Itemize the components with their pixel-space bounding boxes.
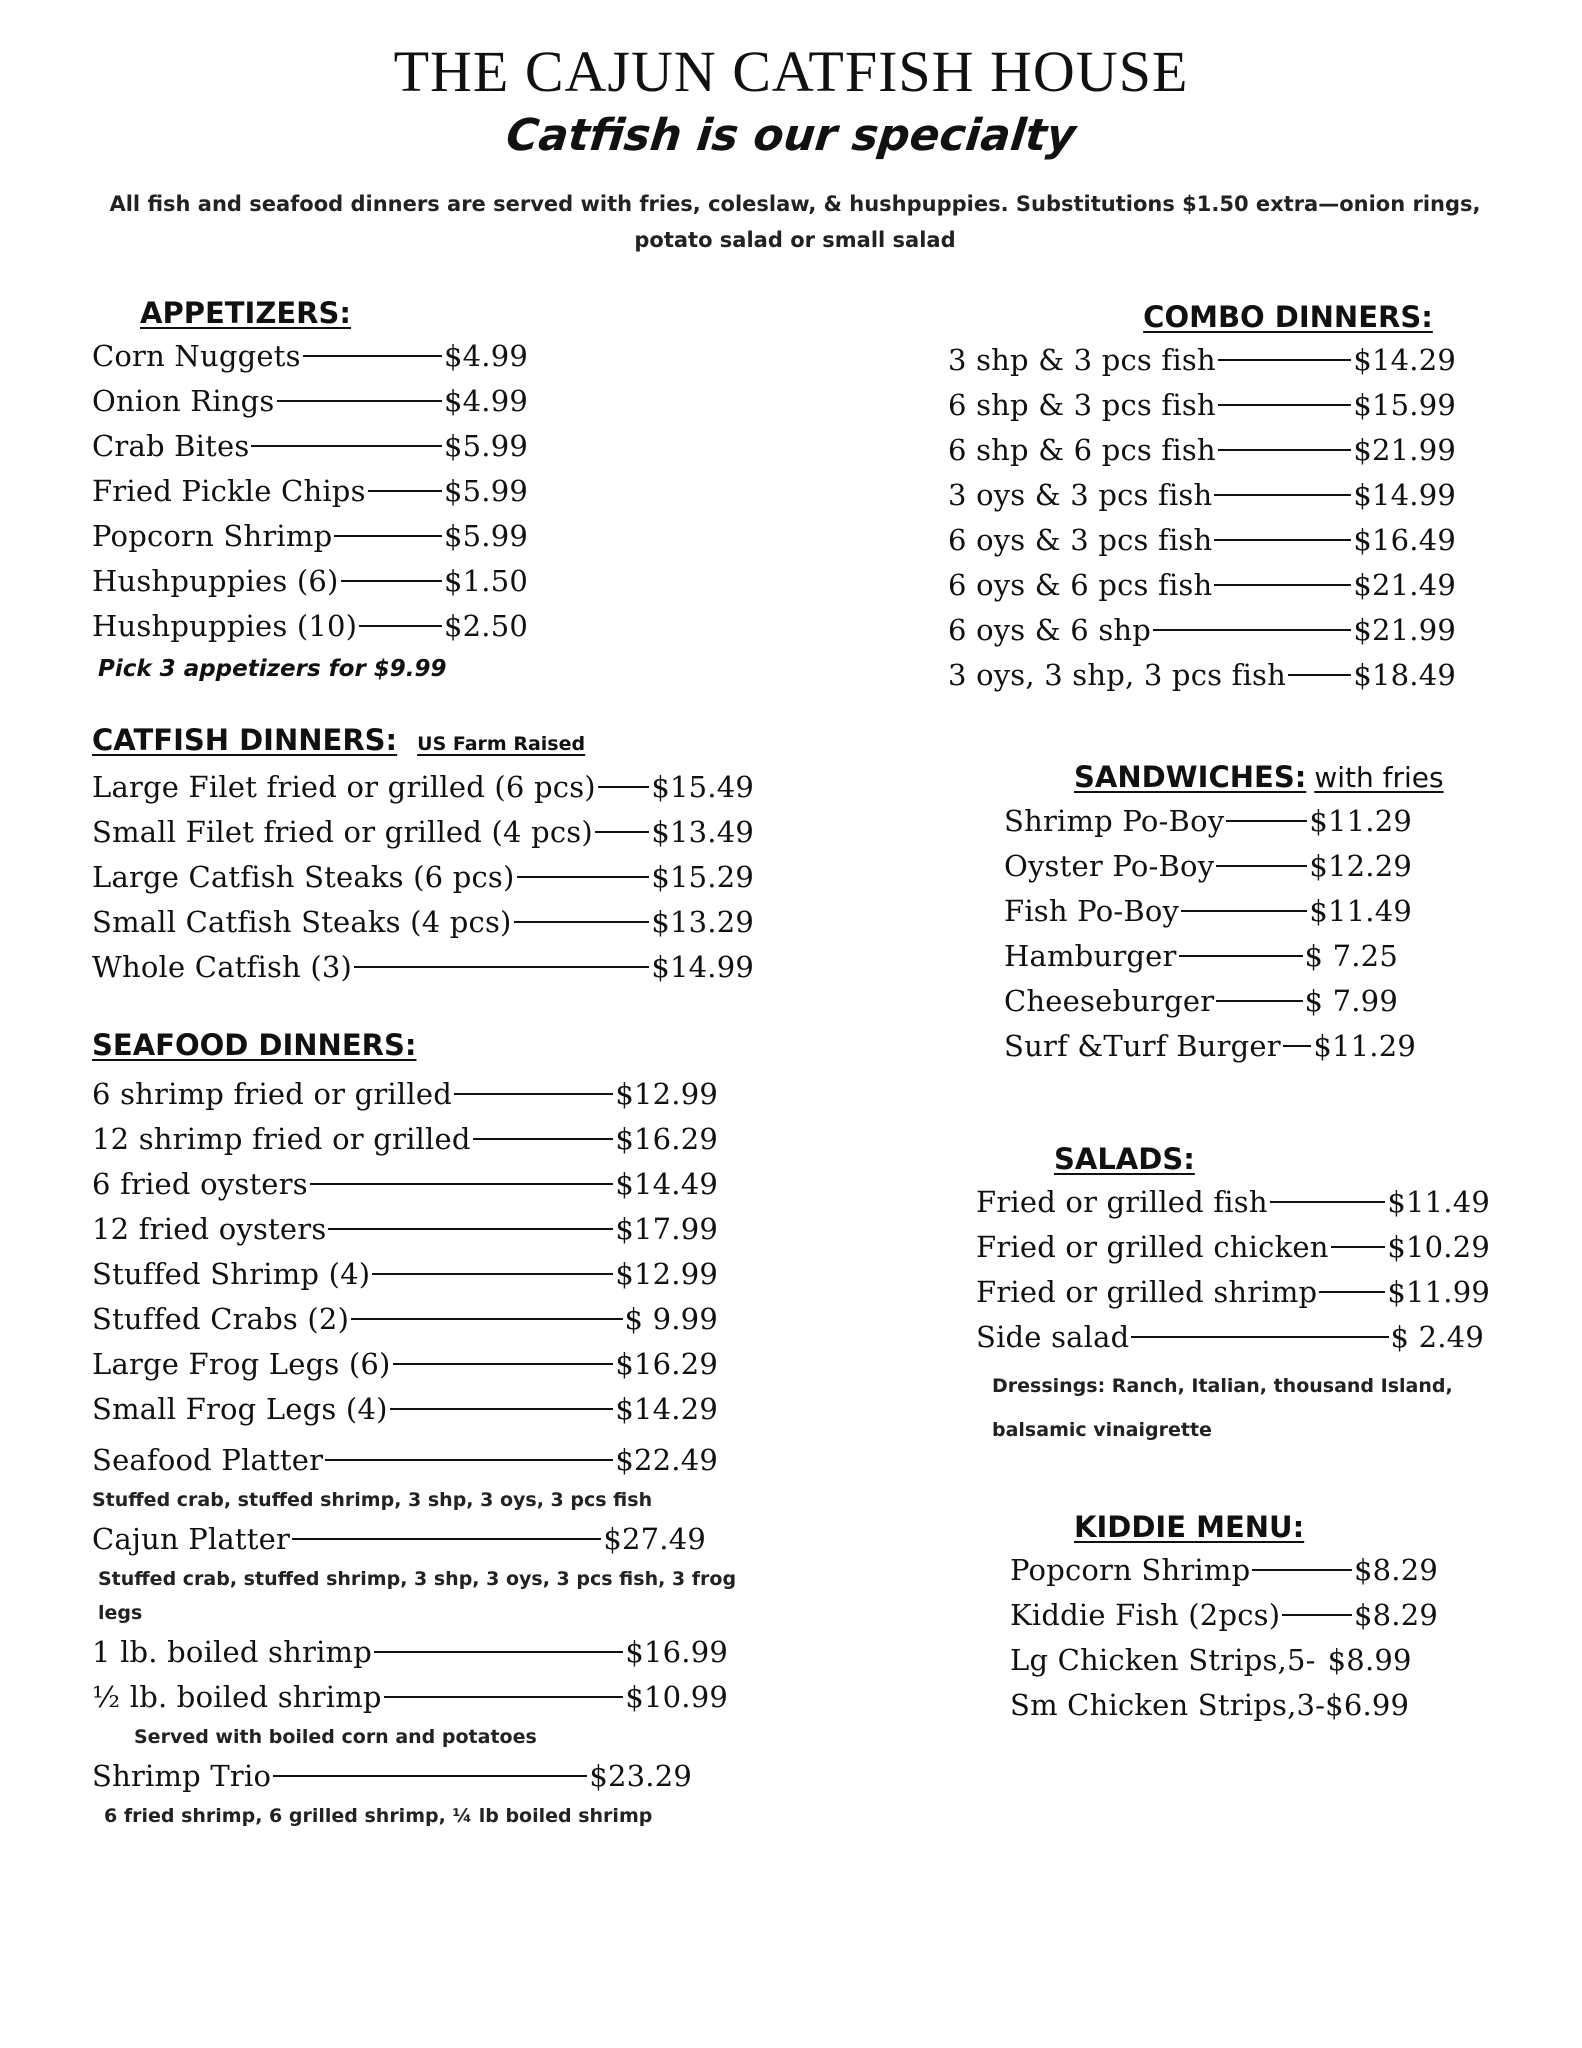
menu-item: Fish Po-Boy $11.49 xyxy=(1004,894,1412,928)
combo-dinners-section xyxy=(948,296,1460,698)
farm-raised-note: US Farm Raised xyxy=(417,733,586,755)
catfish-dinners-heading: CATFISH DINNERS: US Farm Raised xyxy=(92,723,586,757)
menu-item: Corn Nuggets $4.99 xyxy=(92,339,528,373)
menu-item: Fried or grilled shrimp $11.99 xyxy=(976,1275,1490,1309)
menu-item: Whole Catfish (3) $14.99 xyxy=(92,950,754,984)
menu-item: Kiddie Fish (2pcs) $8.29 xyxy=(1010,1598,1438,1632)
menu-item: 3 oys, 3 shp, 3 pcs fish $18.49 xyxy=(948,658,1456,692)
menu-item: 6 oys & 6 pcs fish $21.49 xyxy=(948,568,1456,602)
intro-line-2: potato salad or small salad xyxy=(634,228,956,252)
seafood-dinners-heading: SEAFOOD DINNERS: xyxy=(92,1028,417,1062)
left-column xyxy=(92,292,752,1861)
with-fries-note: with fries xyxy=(1314,761,1444,794)
menu-item: Large Filet fried or grilled (6 pcs) $15.49 xyxy=(92,770,754,804)
menu-item: Shrimp Po-Boy $11.29 xyxy=(1004,804,1412,838)
menu-item: 12 shrimp fried or grilled $16.29 xyxy=(92,1122,718,1156)
menu-item: Crab Bites $5.99 xyxy=(92,429,528,463)
salads-heading: SALADS: xyxy=(1054,1142,1195,1176)
menu-item: Cheeseburger $ 7.99 xyxy=(1004,984,1398,1018)
restaurant-title: THE CAJUN CATFISH HOUSE xyxy=(393,39,1189,104)
menu-item: Surf &Turf Burger $11.29 xyxy=(1004,1029,1416,1063)
menu-item: Large Catfish Steaks (6 pcs) $15.29 xyxy=(92,860,754,894)
tagline: Catfish is our specialty xyxy=(503,110,1079,161)
menu-item: Stuffed Crabs (2) $ 9.99 xyxy=(92,1302,718,1336)
seafood-dinners-section xyxy=(92,1024,752,1833)
menu-item: 6 fried oysters $14.49 xyxy=(92,1167,718,1201)
menu-item: Oyster Po-Boy $12.29 xyxy=(1004,849,1412,883)
intro-text xyxy=(90,186,1500,258)
menu-item: Small Catfish Steaks (4 pcs) $13.29 xyxy=(92,905,754,939)
menu-item: Small Filet fried or grilled (4 pcs) $13.49 xyxy=(92,815,754,849)
menu-item-boiled-shrimp-1lb: 1 lb. boiled shrimp $16.99 xyxy=(92,1635,728,1669)
menu-item: 6 oys & 3 pcs fish $16.49 xyxy=(948,523,1456,557)
menu-item: Sm Chicken Strips,3- $6.99 xyxy=(1010,1688,1410,1722)
menu-item: Fried Pickle Chips $5.99 xyxy=(92,474,528,508)
menu-item: Hamburger $ 7.25 xyxy=(1004,939,1398,973)
menu-item: Side salad $ 2.49 xyxy=(976,1320,1484,1354)
menu-item: Fried or grilled chicken $10.29 xyxy=(976,1230,1490,1264)
menu-item: Stuffed Shrimp (4) $12.99 xyxy=(92,1257,718,1291)
menu-item: Lg Chicken Strips,5- $8.99 xyxy=(1010,1643,1412,1677)
menu-item: Fried or grilled fish $11.49 xyxy=(976,1185,1490,1219)
cajun-platter-note: Stuffed crab, stuffed shrimp, 3 shp, 3 oys, 3 pcs fish, 3 frog legs xyxy=(98,1568,737,1624)
dressings-note: Dressings: Ranch, Italian, thousand Island, balsamic vinaigrette xyxy=(992,1375,1453,1441)
intro-line-1: All fish and seafood dinners are served with fries, coleslaw, & hushpuppies. Substitutions $1.50 extra—onion rings, xyxy=(109,192,1481,216)
sandwiches-section xyxy=(1004,756,1504,1069)
kiddie-menu-heading: KIDDIE MENU: xyxy=(1074,1510,1305,1544)
menu-item-boiled-shrimp-half-lb: ½ lb. boiled shrimp $10.99 xyxy=(92,1680,728,1714)
shrimp-trio-note: 6 fried shrimp, 6 grilled shrimp, ¼ lb boiled shrimp xyxy=(104,1805,653,1827)
menu-item: 6 shp & 6 pcs fish $21.99 xyxy=(948,433,1456,467)
menu-item: 3 shp & 3 pcs fish $14.29 xyxy=(948,343,1456,377)
menu-item: Onion Rings $4.99 xyxy=(92,384,528,418)
appetizers-heading: APPETIZERS: xyxy=(140,296,351,330)
menu-item: 3 oys & 3 pcs fish $14.99 xyxy=(948,478,1456,512)
menu-item-cajun-platter: Cajun Platter $27.49 xyxy=(92,1522,706,1556)
menu-item: 12 fried oysters $17.99 xyxy=(92,1212,718,1246)
appetizers-section xyxy=(92,292,752,689)
kiddie-menu-section xyxy=(1010,1506,1480,1728)
menu-item: Small Frog Legs (4) $14.29 xyxy=(92,1392,718,1426)
menu-item: 6 oys & 6 shp $21.99 xyxy=(948,613,1456,647)
appetizer-deal-note: Pick 3 appetizers for $9.99 xyxy=(98,656,447,682)
salads-section xyxy=(976,1138,1496,1452)
catfish-dinners-section xyxy=(92,719,752,990)
menu-item: 6 shrimp fried or grilled $12.99 xyxy=(92,1077,718,1111)
menu-item: Popcorn Shrimp $5.99 xyxy=(92,519,528,553)
menu-item-shrimp-trio: Shrimp Trio $23.29 xyxy=(92,1759,692,1793)
menu-item: Popcorn Shrimp $8.29 xyxy=(1010,1553,1438,1587)
sandwiches-heading: SANDWICHES: with fries xyxy=(1074,760,1444,794)
boiled-shrimp-note: Served with boiled corn and potatoes xyxy=(134,1726,537,1748)
menu-item: 6 shp & 3 pcs fish $15.99 xyxy=(948,388,1456,422)
menu-item: Large Frog Legs (6) $16.29 xyxy=(92,1347,718,1381)
menu-item: Hushpuppies (6) $1.50 xyxy=(92,564,528,598)
combo-dinners-heading: COMBO DINNERS: xyxy=(1143,300,1433,334)
menu-item: Hushpuppies (10) $2.50 xyxy=(92,609,528,643)
seafood-platter-note: Stuffed crab, stuffed shrimp, 3 shp, 3 oys, 3 pcs fish xyxy=(92,1489,653,1511)
menu-item-seafood-platter: Seafood Platter $22.49 xyxy=(92,1443,718,1477)
